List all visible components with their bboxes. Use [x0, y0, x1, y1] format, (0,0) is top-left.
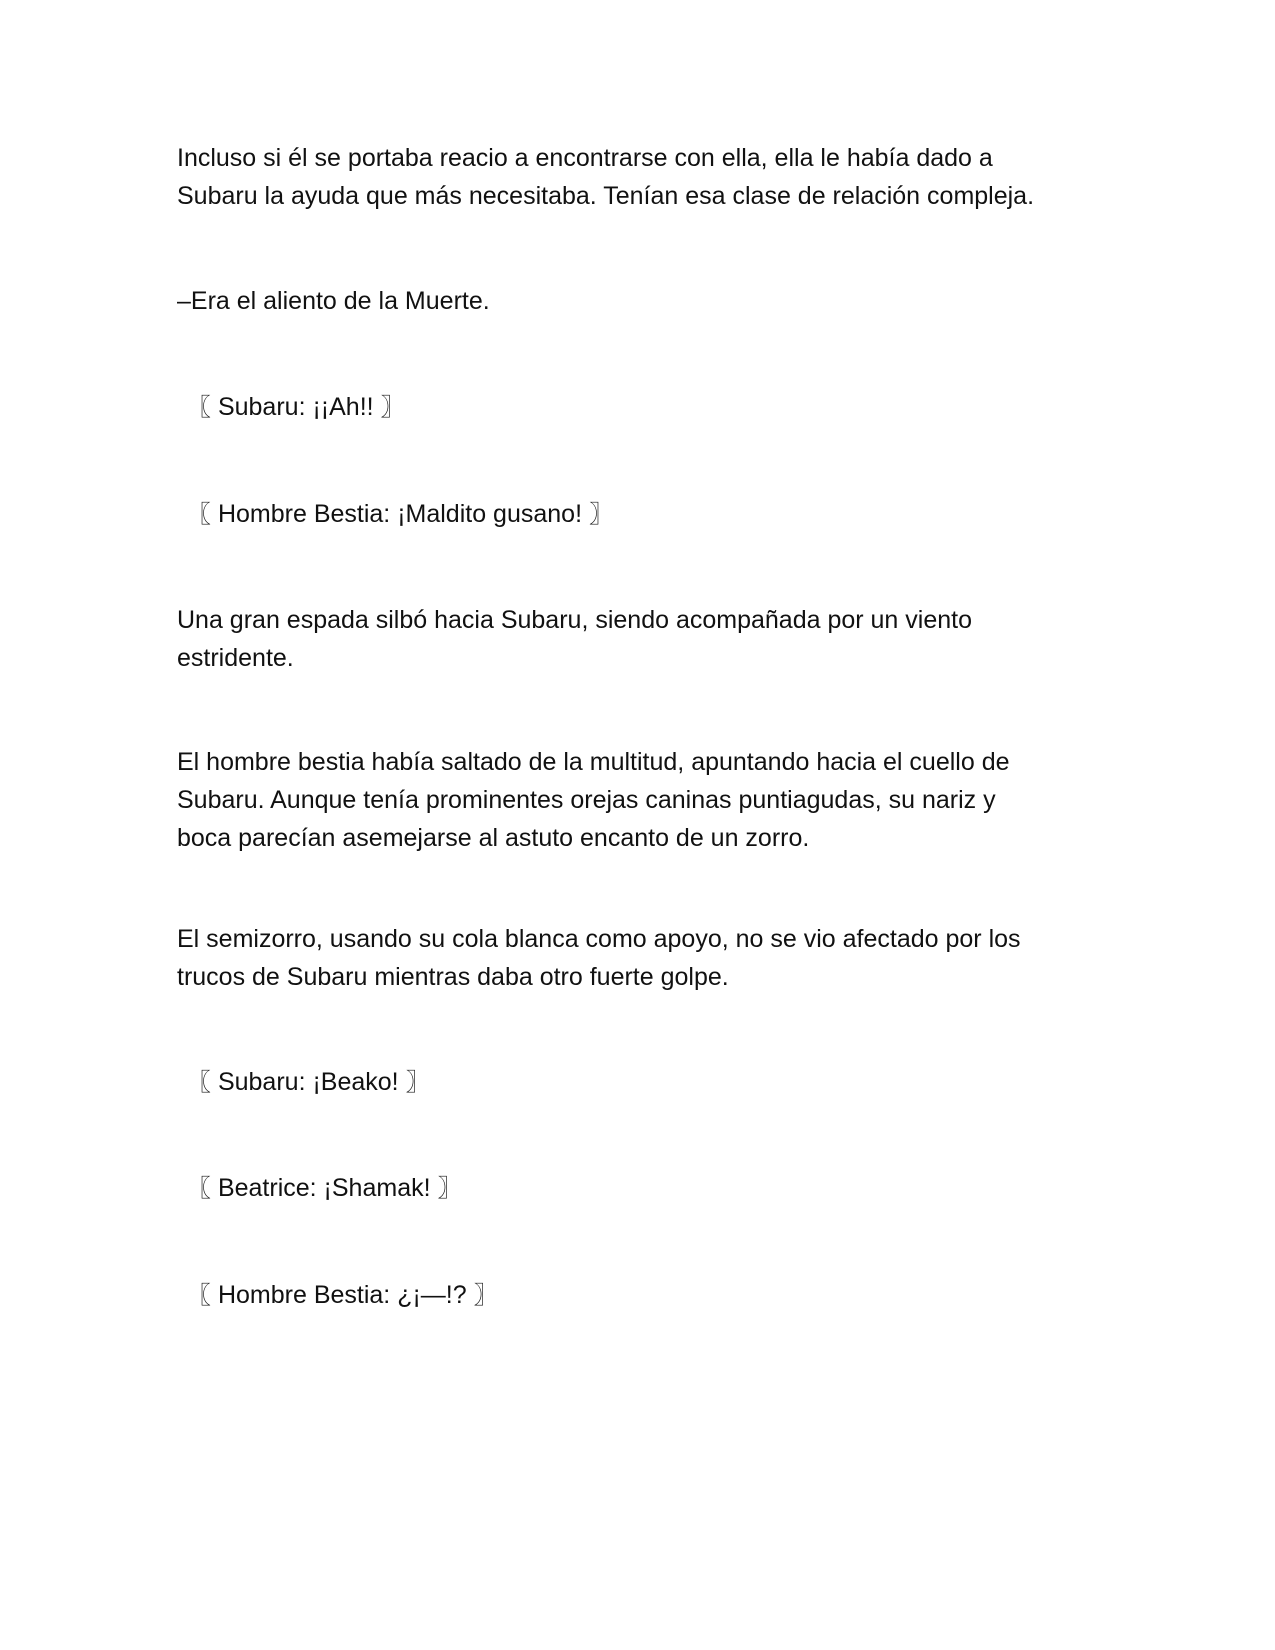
dialogue-subaru-ah — [187, 388, 405, 426]
paragraph-line: Subaru la ayuda que más necesitaba. Tenían esa clase de relación compleja. — [177, 182, 1035, 210]
paragraph-line: trucos de Subaru mientras daba otro fuerte golpe. — [177, 963, 729, 991]
open-bracket: 〖 — [187, 1068, 211, 1096]
dialogue-text: Subaru: ¡Beako! — [217, 1068, 406, 1096]
dialogue-beatrice-shamak — [187, 1169, 461, 1207]
paragraph-relationship — [177, 139, 1097, 215]
dialogue-text: Hombre Bestia: ¡Maldito gusano! — [217, 500, 589, 528]
dialogue-beastman-gusano — [187, 495, 613, 533]
paragraph-line: boca parecían asemejarse al astuto encanto de un zorro. — [177, 824, 810, 852]
dialogue-text: Subaru: ¡¡Ah!! — [217, 393, 381, 421]
open-bracket: 〖 — [187, 393, 211, 421]
dialogue-subaru-beako — [187, 1063, 430, 1101]
paragraph-line: –Era el aliento de la Muerte. — [177, 287, 490, 315]
paragraph-line: El semizorro, usando su cola blanca como apoyo, no se vio afectado por los — [177, 925, 1021, 953]
paragraph-line: Subaru. Aunque tenía prominentes orejas caninas puntiagudas, su nariz y — [177, 786, 996, 814]
paragraph-line: Una gran espada silbó hacia Subaru, siendo acompañada por un viento — [177, 606, 972, 634]
open-bracket: 〖 — [187, 1174, 211, 1202]
paragraph-beastman — [177, 743, 1097, 857]
dialogue-text: Beatrice: ¡Shamak! — [217, 1174, 438, 1202]
dialogue-text: Hombre Bestia: ¿¡—!? — [217, 1281, 474, 1309]
paragraph-sword — [177, 601, 1097, 677]
paragraph-semizorro — [177, 920, 1097, 996]
open-bracket: 〖 — [187, 500, 211, 528]
close-bracket: 〗 — [380, 393, 405, 421]
open-bracket: 〖 — [187, 1281, 211, 1309]
paragraph-line: estridente. — [177, 644, 294, 672]
paragraph-line: Incluso si él se portaba reacio a encontrarse con ella, ella le había dado a — [177, 144, 993, 172]
paragraph-line: El hombre bestia había saltado de la multitud, apuntando hacia el cuello de — [177, 748, 1010, 776]
close-bracket: 〗 — [405, 1068, 430, 1096]
dialogue-beastman-surprise — [187, 1276, 498, 1314]
close-bracket: 〗 — [437, 1174, 462, 1202]
close-bracket: 〗 — [588, 500, 613, 528]
paragraph-breath-of-death — [177, 282, 1097, 320]
close-bracket: 〗 — [473, 1281, 498, 1309]
